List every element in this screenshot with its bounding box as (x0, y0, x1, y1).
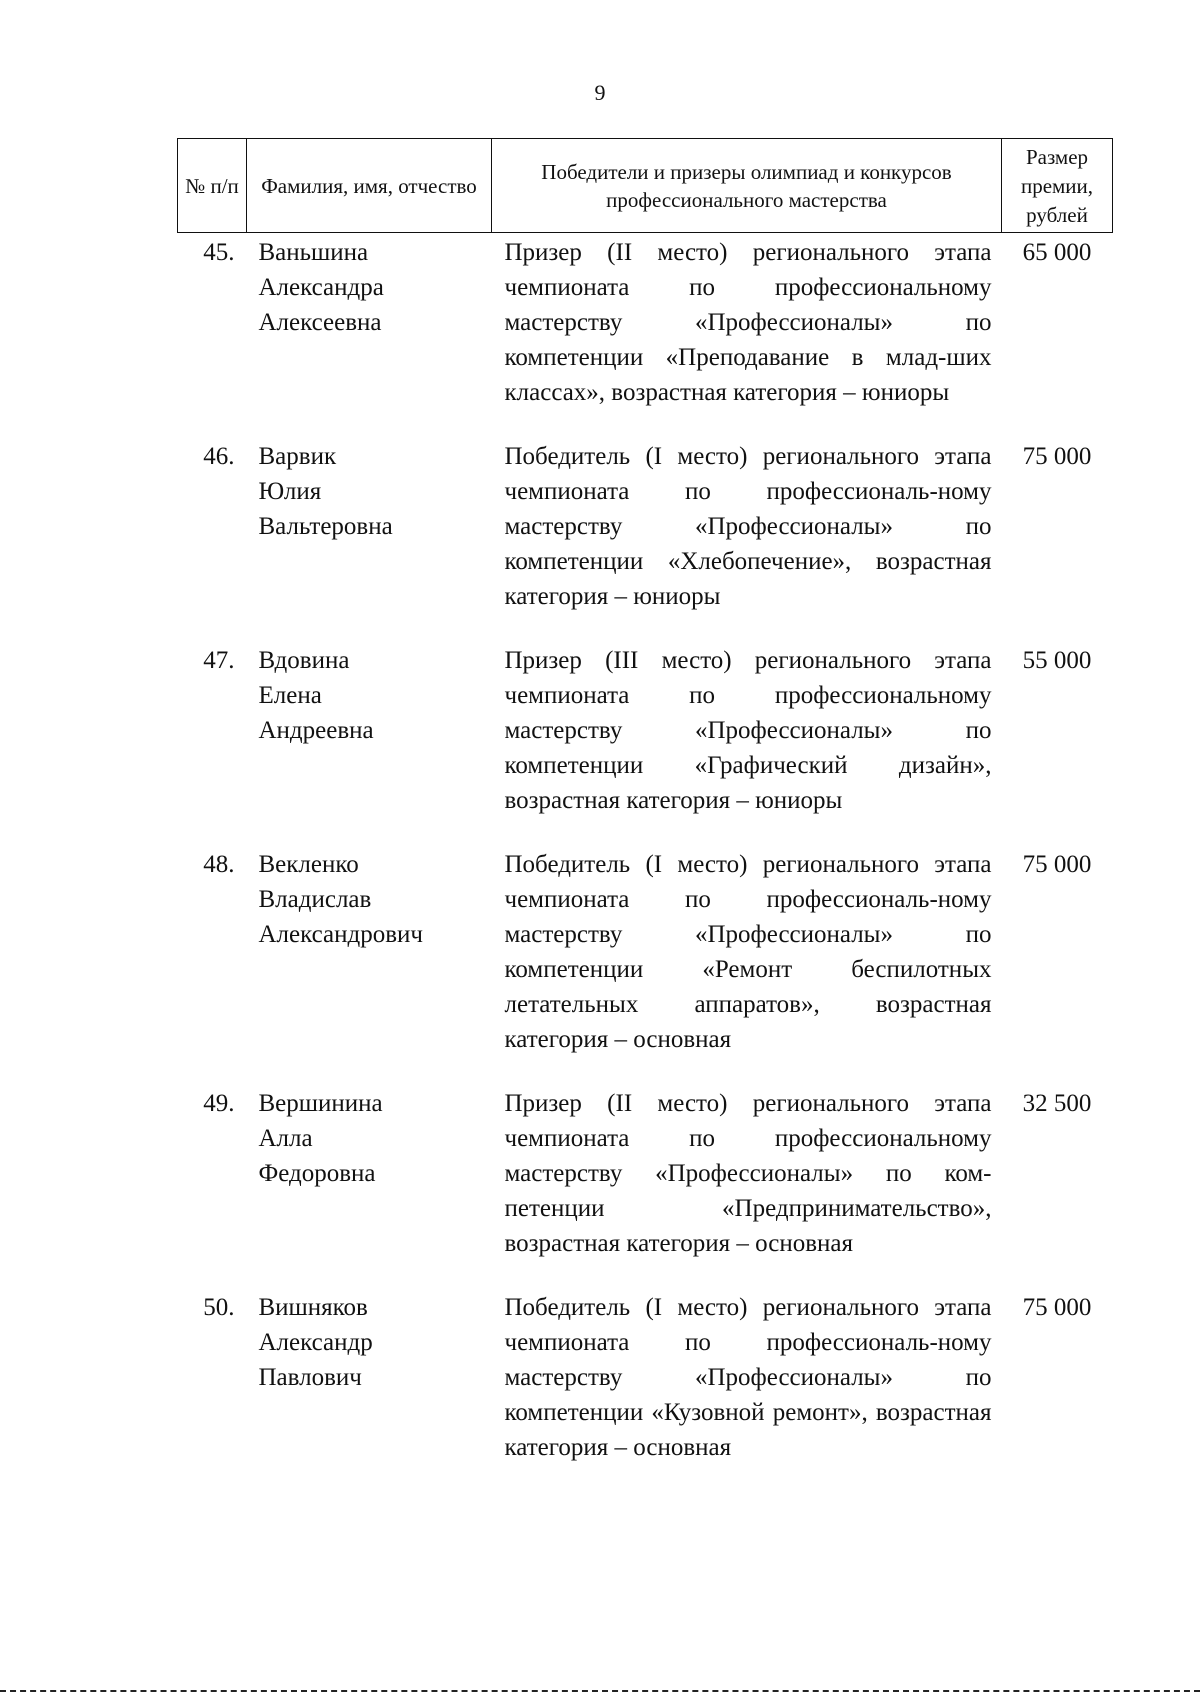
row-number: 47. (203, 647, 235, 674)
row-amount: 65 000 (1022, 239, 1092, 266)
first-name: Юлия (258, 478, 322, 505)
row-number: 49. (203, 1090, 235, 1117)
page-number: 9 (594, 80, 606, 105)
row-description: Призер (II место) регионального этапа чемпионата по профессиональному мастерству «Профессионалы» по компетенции «Преподавание в млад-ших классах», возрастная категория – юниоры (504, 239, 992, 406)
surname: Ваньшина (258, 239, 369, 266)
surname: Вершинина (258, 1090, 383, 1117)
row-description: Победитель (I место) регионального этапа чемпионата по профессиональ-ному мастерству «Профессионалы» по компетенции «Ремонт беспилотных летательных аппаратов», возрастная категория – основная (504, 851, 992, 1053)
table-header (178, 139, 1113, 233)
table-row (178, 439, 1113, 643)
patronymic: Федоровна (258, 1160, 376, 1187)
surname: Вишняков (258, 1294, 368, 1321)
first-name: Александра (258, 274, 384, 301)
surname: Векленко (258, 851, 359, 878)
row-number: 46. (203, 443, 235, 470)
header-number: № п/п (178, 139, 247, 233)
patronymic: Павлович (258, 1364, 362, 1391)
row-number: 48. (203, 851, 235, 878)
row-amount: 75 000 (1022, 1294, 1092, 1321)
row-full-name (247, 643, 492, 847)
page-bottom-border (0, 1690, 1200, 1692)
row-number: 45. (203, 239, 235, 266)
table-row (178, 1086, 1113, 1290)
patronymic: Алексеевна (258, 309, 382, 336)
row-amount: 32 500 (1022, 1090, 1092, 1117)
row-number: 50. (203, 1294, 235, 1321)
first-name: Владислав (258, 886, 372, 913)
surname: Варвик (258, 443, 337, 470)
first-name: Алла (258, 1125, 313, 1152)
row-description: Победитель (I место) регионального этапа чемпионата по профессиональ-ному мастерству «Профессионалы» по компетенции «Кузовной ремонт», возрастная категория – основная (504, 1294, 992, 1461)
table-body (178, 233, 1113, 1495)
row-description: Призер (II место) регионального этапа чемпионата по профессиональному мастерству «Профессионалы» по ком-петенции «Предпринимательство», возрастная категория – основная (504, 1090, 992, 1257)
header-full-name: Фамилия, имя, отчество (247, 139, 492, 233)
awards-table (177, 138, 1113, 1494)
row-amount: 75 000 (1022, 851, 1092, 878)
row-description: Победитель (I место) регионального этапа чемпионата по профессиональ-ному мастерству «Профессионалы» по компетенции «Хлебопечение», возрастная категория – юниоры (504, 443, 992, 610)
row-amount: 75 000 (1022, 443, 1092, 470)
header-description: Победители и призеры олимпиад и конкурсов профессионального мастерства (492, 139, 1002, 233)
patronymic: Вальтеровна (258, 513, 393, 540)
table-row (178, 233, 1113, 440)
header-amount: Размер премии, рублей (1002, 139, 1113, 233)
first-name: Елена (258, 682, 322, 709)
table-row (178, 847, 1113, 1086)
row-full-name (247, 1086, 492, 1290)
surname: Вдовина (258, 647, 350, 674)
patronymic: Александрович (258, 921, 424, 948)
row-description: Призер (III место) регионального этапа чемпионата по профессиональному мастерству «Профессионалы» по компетенции «Графический дизайн», возрастная категория – юниоры (504, 647, 992, 814)
row-full-name (247, 233, 492, 440)
row-full-name (247, 1290, 492, 1494)
row-amount: 55 000 (1022, 647, 1092, 674)
table-row (178, 1290, 1113, 1494)
row-full-name (247, 847, 492, 1086)
table-row (178, 643, 1113, 847)
first-name: Александр (258, 1329, 373, 1356)
row-full-name (247, 439, 492, 643)
patronymic: Андреевна (258, 717, 374, 744)
